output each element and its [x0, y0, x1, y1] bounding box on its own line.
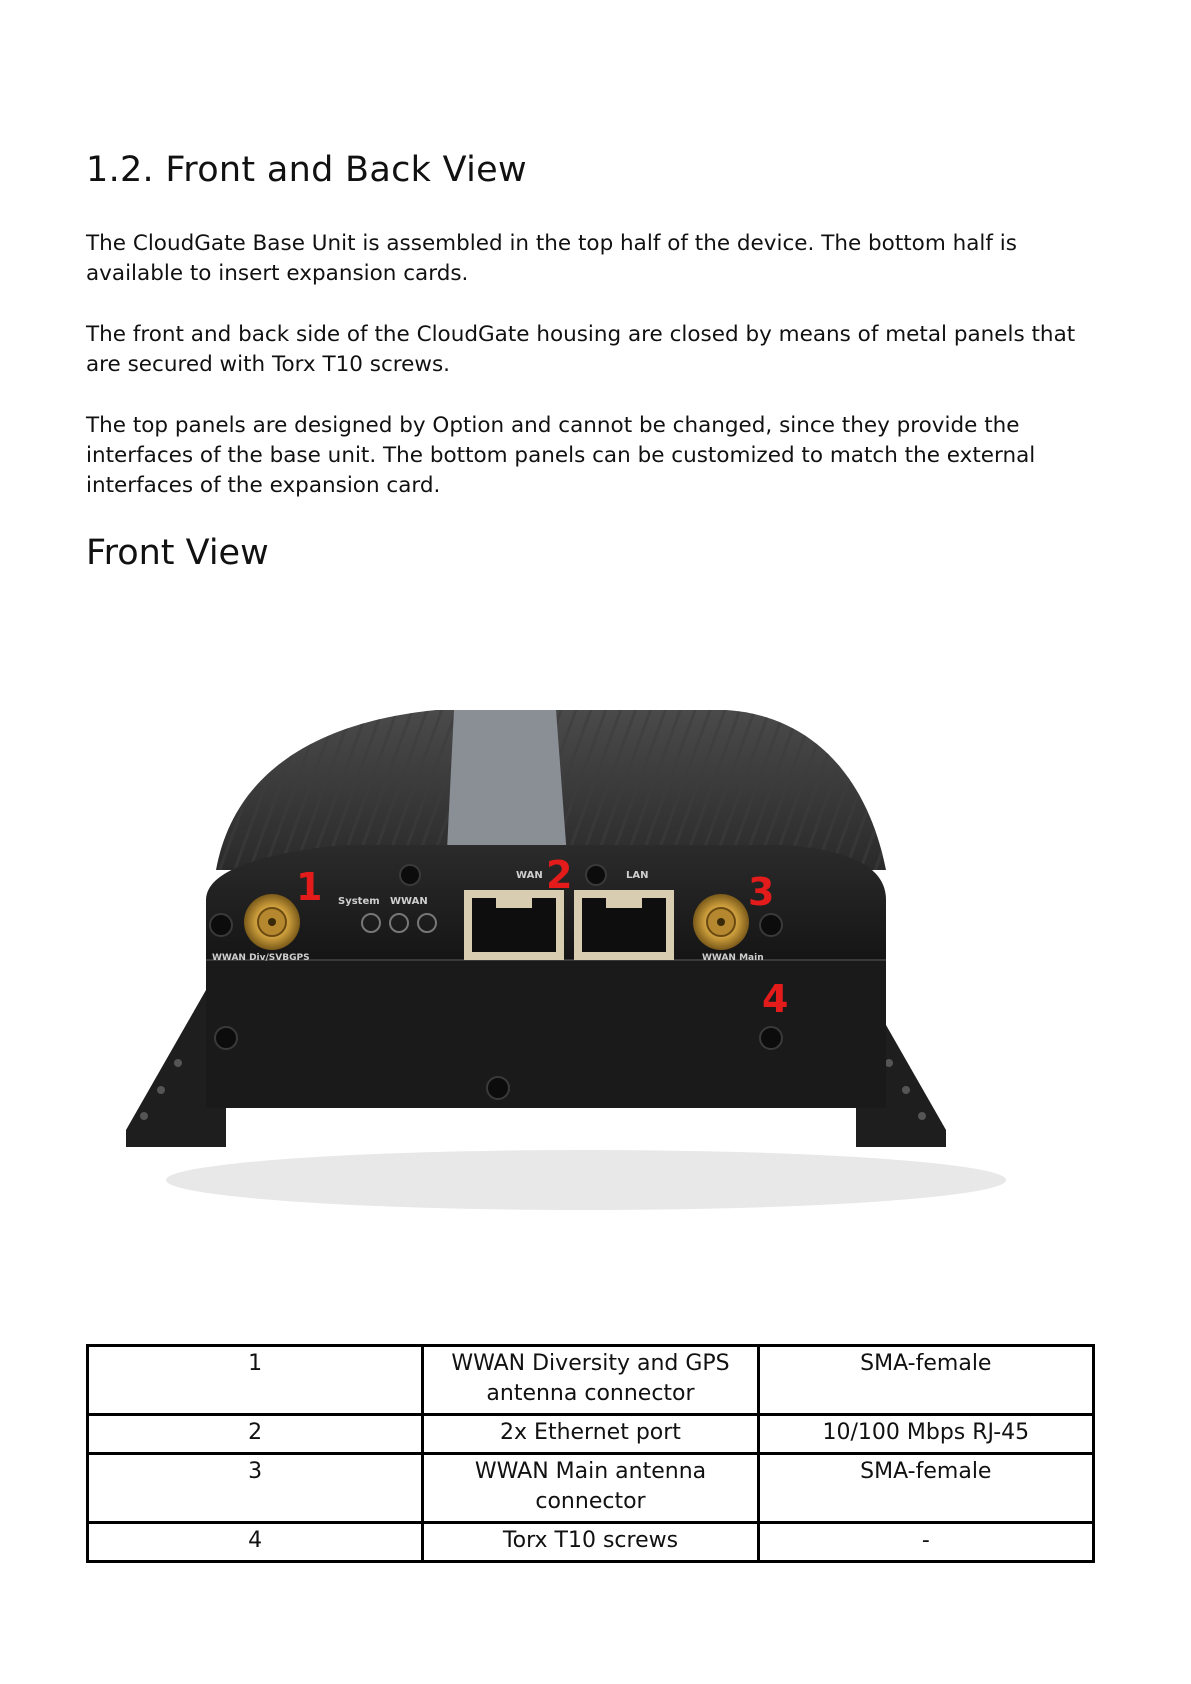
- table-cell: 3: [88, 1454, 423, 1523]
- table-cell: Torx T10 screws: [423, 1523, 758, 1562]
- interfaces-table: [86, 1344, 1095, 1563]
- table-cell: WWAN Diversity and GPS antenna connector: [423, 1346, 758, 1415]
- callout-4: 4: [762, 977, 789, 1021]
- table-row: [88, 1415, 1094, 1454]
- label-lan: LAN: [626, 870, 649, 881]
- section-title: 1.2. Front and Back View: [86, 150, 527, 190]
- paragraph-base-unit: The CloudGate Base Unit is assembled in the top half of the device. The bottom half is available to insert expansion cards.: [86, 231, 1017, 286]
- shadow: [166, 1150, 1006, 1210]
- table-row: [88, 1454, 1094, 1523]
- table-cell: 1: [88, 1346, 423, 1415]
- device-illustration: [86, 660, 1096, 1280]
- callout-3: 3: [748, 870, 775, 914]
- sma-connector-left: [244, 894, 300, 950]
- table-cell: 4: [88, 1523, 423, 1562]
- label-system: System: [338, 896, 380, 907]
- label-wwan-main: WWAN Main: [702, 953, 764, 963]
- table-cell: -: [758, 1523, 1093, 1562]
- paragraph-top-panels: The top panels are designed by Option and cannot be changed, since they provide the interfaces of the base unit. The bottom panels can be customized to match the external interfaces of the expansion card.: [86, 413, 1036, 498]
- table-row: [88, 1346, 1094, 1415]
- table-cell: SMA-female: [758, 1454, 1093, 1523]
- table-cell: WWAN Main antenna connector: [423, 1454, 758, 1523]
- sma-connector-right: [693, 894, 749, 950]
- callout-2: 2: [546, 853, 573, 897]
- label-wan: WAN: [516, 870, 543, 881]
- label-wwan-div: WWAN Div/SVBGPS: [212, 953, 310, 963]
- table-cell: 2x Ethernet port: [423, 1415, 758, 1454]
- front-view-title: Front View: [86, 533, 269, 573]
- ethernet-port-wan: [464, 890, 564, 960]
- device-front-photo: [86, 660, 1096, 1280]
- table-cell: 2: [88, 1415, 423, 1454]
- callout-1: 1: [296, 865, 323, 909]
- ethernet-port-lan: [574, 890, 674, 960]
- table-row: [88, 1523, 1094, 1562]
- table-cell: SMA-female: [758, 1346, 1093, 1415]
- table-cell: 10/100 Mbps RJ-45: [758, 1415, 1093, 1454]
- paragraph-metal-panels: The front and back side of the CloudGate housing are closed by means of metal panels that are secured with Torx T10 screws.: [86, 322, 1076, 377]
- label-wwan: WWAN: [390, 896, 428, 907]
